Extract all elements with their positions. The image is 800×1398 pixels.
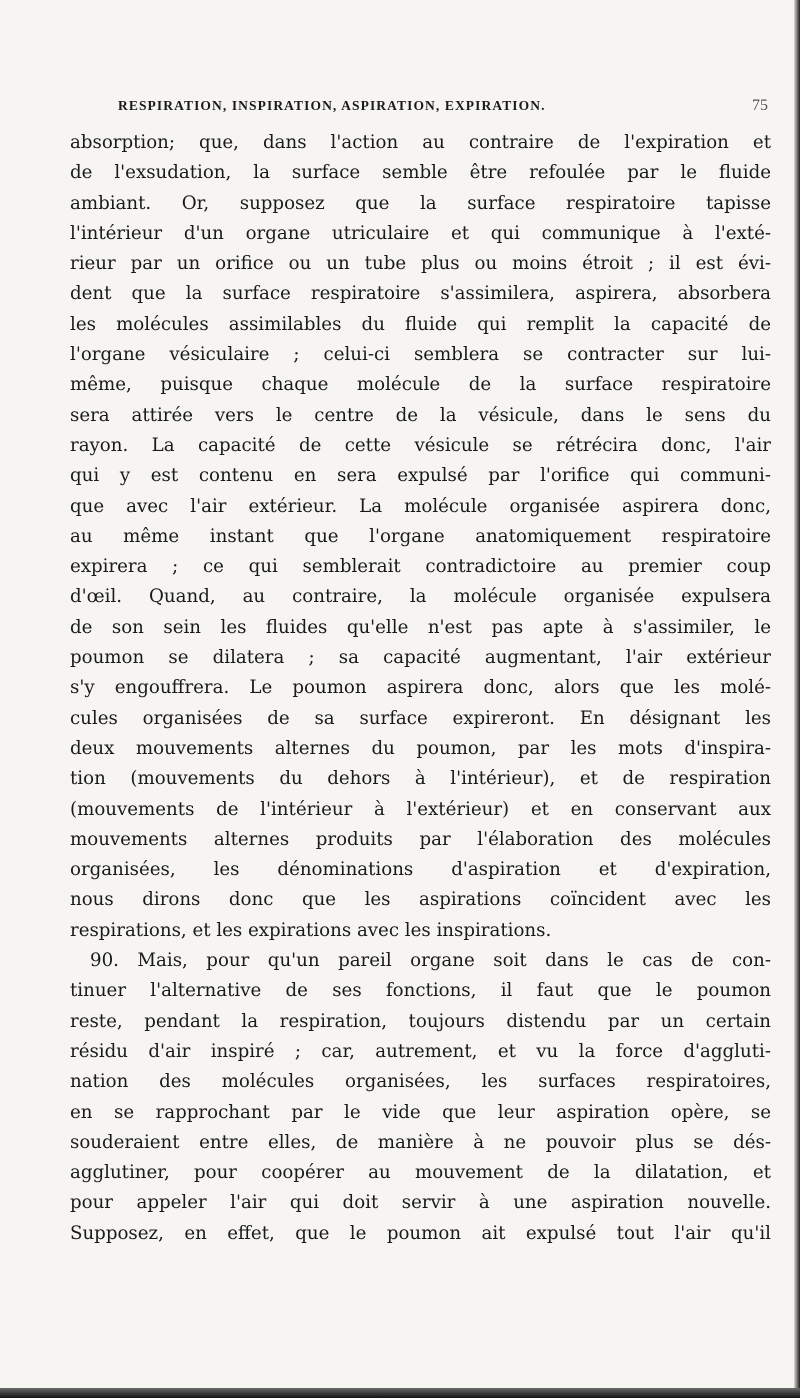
text-line: deux mouvements alternes du poumon, par les mots d'inspira-: [70, 737, 771, 759]
text-line: organisées, les dénominations d'aspiration et d'expiration,: [70, 859, 771, 881]
text-line: les molécules assimilables du fluide qui remplit la capacité de: [70, 313, 771, 335]
text-line: de l'exsudation, la surface semble être refoulée par le fluide: [70, 162, 771, 184]
text-line: sera attirée vers le centre de la vésicule, dans le sens du: [70, 404, 771, 426]
text-line: au même instant que l'organe anatomiquement respiratoire: [70, 525, 771, 547]
page-number: 75: [752, 97, 768, 114]
text-line: poumon se dilatera ; sa capacité augmentant, l'air extérieur: [70, 647, 771, 669]
text-line: pour appeler l'air qui doit servir à une aspiration nouvelle.: [70, 1192, 771, 1214]
text-line: qui y est contenu en sera expulsé par l'orifice qui communi-: [70, 465, 771, 487]
text-line: en se rapprochant par le vide que leur aspiration opère, se: [70, 1101, 771, 1123]
text-line: de son sein les fluides qu'elle n'est pas apte à s'assimiler, le: [70, 616, 771, 638]
text-line: cules organisées de sa surface expireront. En désignant les: [70, 707, 771, 729]
text-line: expirera ; ce qui semblerait contradictoire au premier coup: [70, 556, 771, 578]
text-line: absorption; que, dans l'action au contraire de l'expiration et: [70, 132, 771, 153]
page-bottom-edge-shadow: [0, 1388, 800, 1398]
text-line: rayon. La capacité de cette vésicule se rétrécira donc, l'air: [70, 434, 771, 456]
text-line: nous dirons donc que les aspirations coïncident avec les: [70, 889, 771, 911]
text-line: agglutiner, pour coopérer au mouvement de la dilatation, et: [70, 1162, 771, 1184]
text-line: s'y engouffrera. Le poumon aspirera donc, alors que les molé-: [70, 677, 771, 699]
text-line: tion (mouvements du dehors à l'intérieur), et de respiration: [70, 768, 771, 790]
text-line: mouvements alternes produits par l'élaboration des molécules: [70, 828, 771, 850]
page-right-edge-shadow: [794, 0, 800, 1398]
text-line: nation des molécules organisées, les surfaces respiratoires,: [70, 1071, 771, 1093]
text-line: tinuer l'alternative de ses fonctions, il faut que le poumon: [70, 980, 771, 1002]
text-line: rieur par un orifice ou un tube plus ou moins étroit ; il est évi-: [70, 253, 771, 275]
text-line: 90. Mais, pour qu'un pareil organe soit dans le cas de con-: [90, 950, 771, 972]
text-line: dent que la surface respiratoire s'assimilera, aspirera, absorbera: [70, 283, 771, 305]
text-line: l'intérieur d'un organe utriculaire et qui communique à l'exté-: [70, 222, 771, 244]
running-head: [118, 98, 768, 122]
text-line: (mouvements de l'intérieur à l'extérieur) et en conservant aux: [70, 798, 771, 820]
text-line: d'œil. Quand, au contraire, la molécule organisée expulsera: [70, 586, 771, 608]
text-line: même, puisque chaque molécule de la surface respiratoire: [70, 374, 771, 396]
text-line: ambiant. Or, supposez que la surface respiratoire tapisse: [70, 192, 771, 214]
text-line: résidu d'air inspiré ; car, autrement, et vu la force d'aggluti-: [70, 1040, 771, 1062]
body-text: [70, 128, 771, 1249]
text-line: l'organe vésiculaire ; celui-ci semblera se contracter sur lui-: [70, 344, 771, 366]
text-line: souderaient entre elles, de manière à ne pouvoir plus se dés-: [70, 1131, 771, 1153]
text-line: Supposez, en effet, que le poumon ait expulsé tout l'air qu'il: [70, 1222, 771, 1244]
text-line: respirations, et les expirations avec les inspirations.: [70, 919, 552, 941]
text-line: reste, pendant la respiration, toujours distendu par un certain: [70, 1010, 771, 1032]
running-title: RESPIRATION, INSPIRATION, ASPIRATION, EXPIRATION.: [118, 98, 546, 113]
text-line: que avec l'air extérieur. La molécule organisée aspirera donc,: [70, 495, 771, 517]
